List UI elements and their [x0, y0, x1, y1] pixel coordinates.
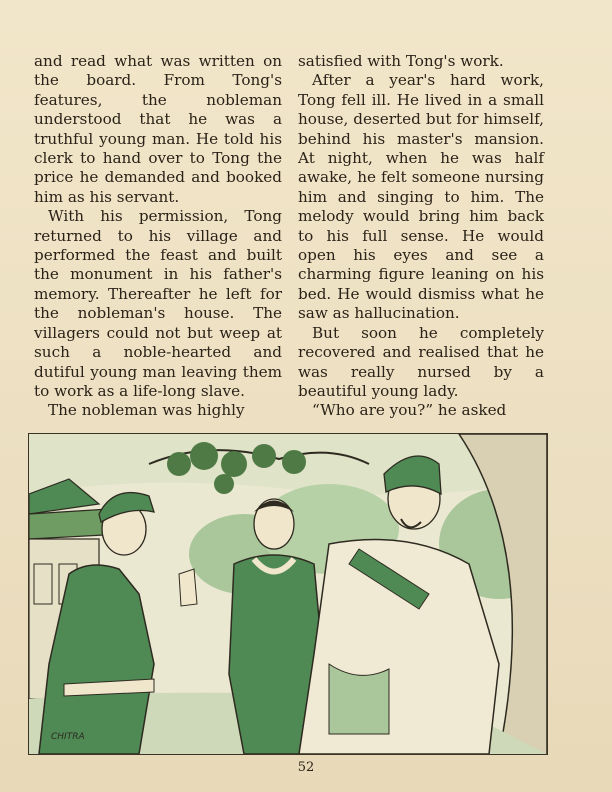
right-column: [298, 52, 544, 421]
paragraph: satisfied with Tong's work.: [298, 52, 504, 70]
paragraph: The nobleman was highly: [48, 401, 245, 420]
paragraph: But soon he completely recovered and realised that he was really nursed by a beautiful young lady.: [298, 323, 544, 400]
left-column: [34, 52, 282, 421]
page-number: 52: [297, 760, 315, 775]
illustration-scene: [29, 434, 547, 754]
paragraph: With his permission, Tong returned to his village and performed the feast and built the monument in his father's memory. Thereafter he left for the nobleman's house. The villagers could not but weep at such a noble-hearted and dutiful young man leaving them to work as a life-long slave.: [34, 207, 282, 400]
paragraph: After a year's hard work, Tong fell ill. He lived in a small house, deserted but for himself, behind his master's mansion. At night, when he was half awake, he felt someone nursing him and singing to him. The melody would bring him back to his full sense. He would open his eyes and see a charming figure leaning on his bed. He would dismiss what he saw as hallucination.: [298, 71, 544, 323]
story-illustration: [28, 433, 548, 755]
paragraph: “Who are you?” he asked: [312, 401, 507, 420]
paragraph: and read what was written on the board. From Tong's features, the nobleman understood that he was a truthful young man. He told his clerk to hand over to Tong the price he demanded and booked him as his servant.: [34, 52, 282, 206]
artist-signature: CHITRA: [51, 732, 85, 742]
